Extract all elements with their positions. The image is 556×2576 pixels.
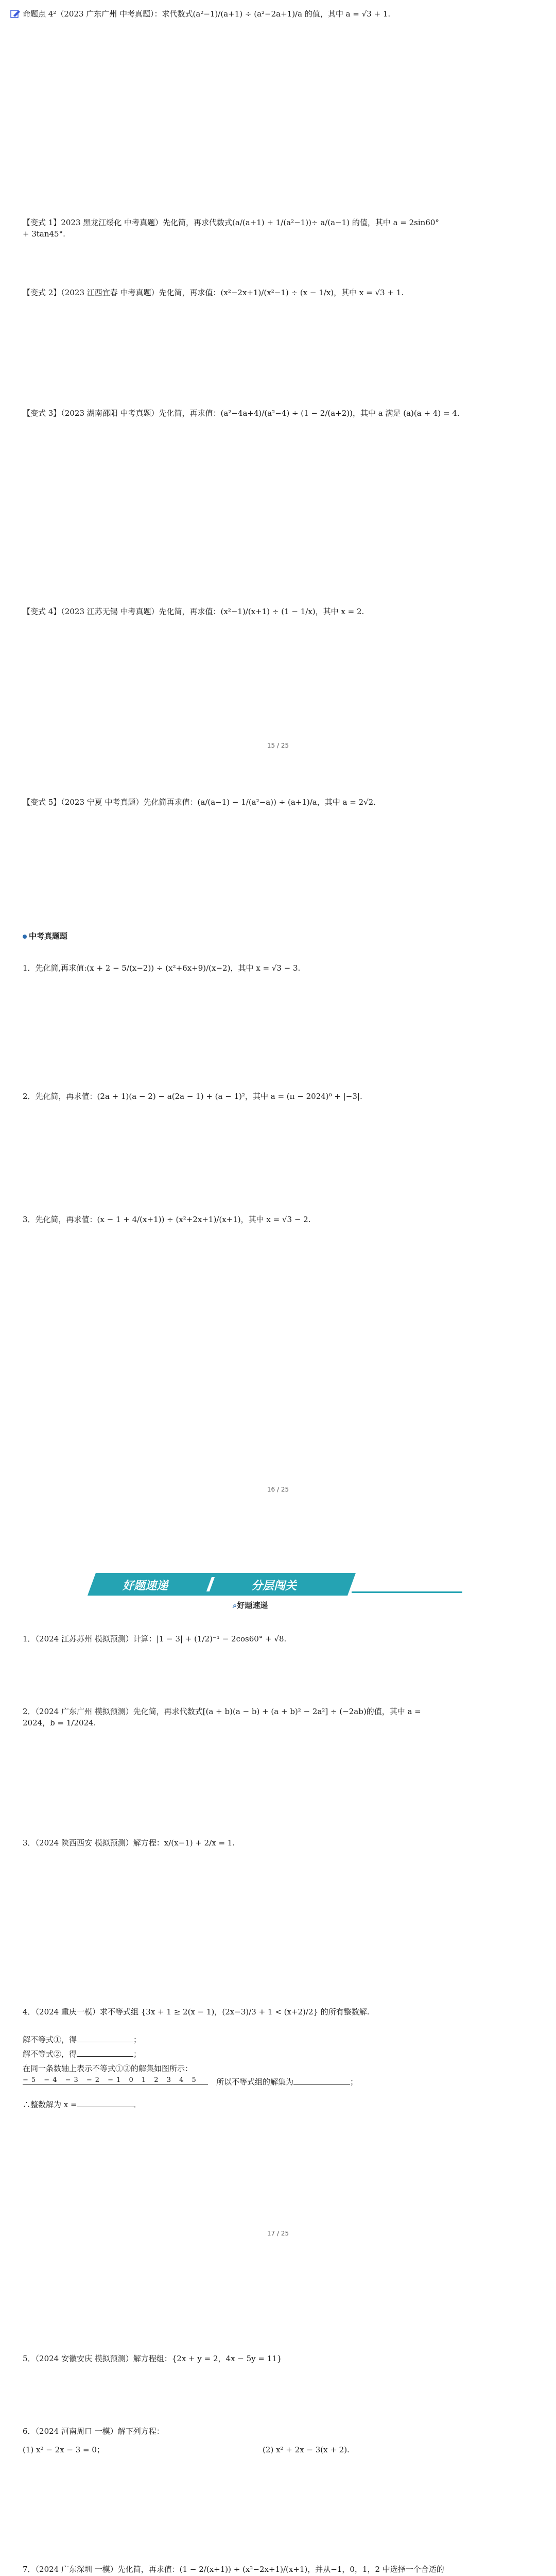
section-title-practice: 中考真题题 xyxy=(23,930,67,941)
variant-5: 【变式 5】（2023 宁夏 中考真题）先化简再求值：(a/(a−1) − 1/(a²−a)) ÷ (a+1)/a，其中 a = 2√2. xyxy=(23,798,376,807)
header-item: 命题点 4²（2023 广东广州 中考真题）：求代数式(a²−1)/(a+1) ÷ (a²−2a+1)/a 的值，其中 a = √3 + 1. xyxy=(23,9,391,19)
good-3: 3．（2024 陕西西安 模拟预测）解方程：x/(x−1) + 2/x = 1. xyxy=(23,1838,235,1848)
answer-blank[interactable] xyxy=(77,2049,133,2057)
q4-step-d: 所以不等式组的解集为 ； xyxy=(216,2077,358,2087)
page-number: 15 / 25 xyxy=(267,742,289,749)
q4-step-a: 解不等式①，得 ； xyxy=(23,2035,142,2044)
answer-blank[interactable] xyxy=(293,2077,350,2084)
section-banner xyxy=(92,1573,462,1596)
page-number: 16 / 25 xyxy=(267,1486,289,1493)
number-line-axis xyxy=(23,2084,208,2085)
variant-2: 【变式 2】（2023 江西宜春 中考真题）先化简，再求值：(x²−2x+1)/(x²−1) ÷ (x − 1/x)，其中 x = √3 + 1. xyxy=(23,288,404,297)
good-5: 5．（2024 安徽安庆 模拟预测）解方程组：{2x + y = 2，4x − 5y = 11} xyxy=(23,2354,282,2363)
good-1: 1．（2024 江苏苏州 模拟预测）计算：|1 − 3| + (1/2)⁻¹ − 2cos60° + √8. xyxy=(23,1634,287,1643)
answer-blank[interactable] xyxy=(77,2035,133,2042)
search-icon: ⌕ xyxy=(233,1601,237,1610)
q4-step-e: ∴整数解为 x = ． xyxy=(23,2100,142,2109)
variant-3: 【变式 3】（2023 湖南邵阳 中考真题）先化简，再求值：(a²−4a+4)/(a²−4) ÷ (1 − 2/(a+2))，其中 a 满足 (a)(a + 4) = 4. xyxy=(23,409,460,418)
practice-2: 2．先化简，再求值：(2a + 1)(a − 2) − a(2a − 1) + (a − 1)²，其中 a = (π − 2024)⁰ + |−3|. xyxy=(23,1092,362,1101)
bullet-icon xyxy=(23,935,27,939)
good-7: 7．（2024 广东深圳 一模）先化简，再求值：(1 − 2/(x+1)) ÷ (x²−2x+1)/(x+1)，并从−1，0，1，2 中选择一个合适的 xyxy=(23,2565,444,2574)
q4-step-b: 解不等式②，得 ； xyxy=(23,2049,142,2059)
good-6: 6．（2024 河南周口 一模）解下列方程： xyxy=(23,2427,164,2436)
q4-step-c: 在同一条数轴上表示不等式①②的解集如图所示： xyxy=(23,2064,193,2073)
page-number: 17 / 25 xyxy=(267,2230,289,2237)
good-2: 2．（2024 广东广州 模拟预测）先化简，再求代数式[(a + b)(a − b) + (a + b)² − 2a²] ÷ (−2ab)的值，其中 a = 2024，b = 1/2024. xyxy=(23,1707,421,1727)
variant-1: 【变式 1】2023 黑龙江绥化 中考真题）先化简，再求代数式(a/(a+1) + 1/(a²−1))÷ a/(a−1) 的值，其中 a = 2sin60° + 3tan45°. xyxy=(23,218,439,239)
practice-1: 1．先化简,再求值:(x + 2 − 5/(x−2)) ÷ (x²+6x+9)/(x−2)，其中 x = √3 − 3. xyxy=(23,963,301,973)
answer-blank[interactable] xyxy=(77,2099,134,2107)
section-title-good: ⌕好题速递 xyxy=(233,1601,268,1610)
pencil-icon xyxy=(10,9,21,19)
practice-3: 3．先化简，再求值：(x − 1 + 4/(x+1)) ÷ (x²+2x+1)/(x+1)，其中 x = √3 − 2. xyxy=(23,1215,311,1224)
banner-underline xyxy=(352,1591,462,1593)
number-line-labels: −5 −4 −3 −2 −1 0 1 2 3 4 5 xyxy=(23,2076,199,2084)
variant-4: 【变式 4】（2023 江苏无锡 中考真题）先化简，再求值：(x²−1)/(x+1) ÷ (1 − 1/x)，其中 x = 2. xyxy=(23,607,364,616)
banner-left-text: 好题速递 xyxy=(123,1580,168,1592)
good-6-part-1: (1) x² − 2x − 3 = 0； xyxy=(23,2445,105,2454)
good-4: 4．（2024 重庆一模）求不等式组 {3x + 1 ≥ 2(x − 1)，(2x−3)/3 + 1 < (x+2)/2} 的所有整数解. xyxy=(23,2007,370,2016)
banner-right-text: 分层闯关 xyxy=(251,1580,297,1592)
good-6-part-2: (2) x² + 2x − 3(x + 2). xyxy=(263,2445,350,2454)
